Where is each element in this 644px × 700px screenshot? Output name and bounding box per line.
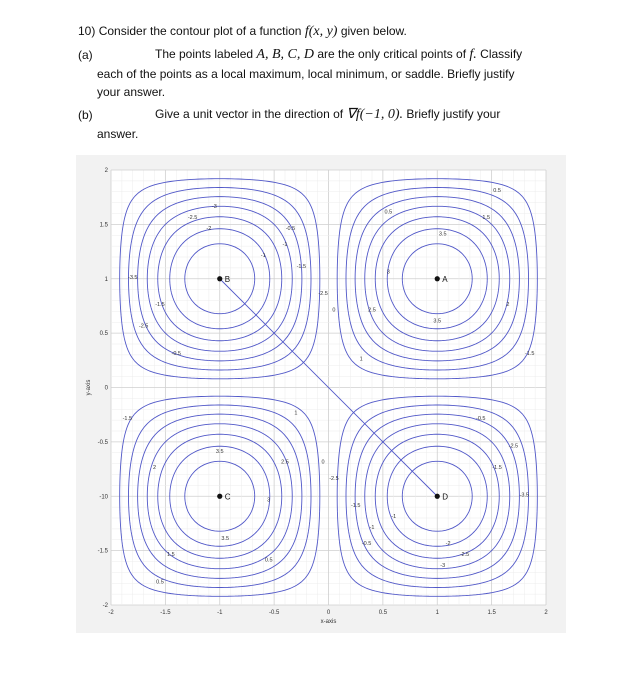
- contour-label: -2.5: [187, 214, 198, 221]
- x-tick-label: 0.5: [378, 610, 388, 616]
- contour-label: -1.5: [122, 416, 133, 423]
- contour-label: -2.5: [508, 443, 519, 450]
- contour-label: 3.5: [438, 231, 447, 238]
- contour-label: 3.5: [221, 535, 230, 542]
- contour-label: -3.5: [128, 274, 138, 281]
- contour-label: 1: [294, 410, 298, 417]
- contour-label: 1.5: [166, 552, 175, 559]
- part-a-label: (a): [78, 48, 93, 62]
- x-axis-title: x-axis: [320, 619, 337, 625]
- question-intro: Consider the contour plot of a function: [98, 24, 302, 38]
- part-b-line-2: answer.: [97, 127, 139, 141]
- contour-plot-panel: [76, 155, 566, 633]
- contour-label: 3.5: [433, 318, 442, 325]
- contour-label: -1.5: [350, 503, 361, 510]
- part-a-function: f.: [469, 47, 477, 62]
- question-number: 10): [78, 24, 96, 38]
- contour-label: 3.5: [215, 448, 224, 455]
- x-tick-label: 1: [435, 610, 439, 616]
- contour-label: -3: [440, 562, 446, 569]
- contour-label: -1.5: [296, 263, 307, 270]
- y-tick-label: 1.5: [99, 222, 108, 229]
- critical-point-B: [217, 276, 222, 281]
- part-a-points: A, B, C, D: [256, 47, 314, 62]
- question-function: f(x, y): [304, 24, 338, 39]
- contour-label: -2: [206, 225, 212, 232]
- contour-label: 3: [267, 497, 271, 504]
- contour-label: 0.5: [264, 557, 273, 564]
- x-tick-label: 1.5: [487, 610, 496, 616]
- part-b-text-1: Give a unit vector in the direction of: [155, 107, 344, 121]
- contour-label: 2: [152, 465, 157, 472]
- y-tick-label: -1.5: [97, 548, 108, 555]
- part-a-line-3: your answer.: [97, 85, 166, 99]
- part-a-line-1: [155, 45, 522, 64]
- contour-label: 3: [386, 269, 390, 276]
- contour-label: 1: [359, 356, 363, 363]
- critical-point-C: [217, 494, 222, 499]
- part-a-text-2: are the only critical points of: [317, 47, 467, 61]
- x-tick-label: -0.5: [268, 610, 280, 616]
- contour-label: -0.5: [476, 416, 486, 423]
- contour-label: 2.5: [281, 459, 289, 466]
- x-tick-label: -2: [108, 610, 114, 616]
- critical-point-D: [435, 494, 440, 499]
- x-tick-label: 0: [326, 610, 331, 616]
- contour-plot: [76, 155, 566, 633]
- question-line: [78, 23, 407, 40]
- contour-label: -3: [211, 204, 217, 211]
- contour-label: 0: [321, 459, 325, 466]
- critical-point-label-D: D: [442, 492, 449, 502]
- contour-label: -3.5: [519, 492, 529, 499]
- x-tick-label: 2: [544, 610, 548, 616]
- question-intro-end: given below.: [340, 24, 407, 38]
- contour-label: 0.5: [156, 579, 164, 586]
- contour-label: -1: [282, 242, 288, 249]
- y-tick-label: -0.5: [97, 439, 108, 446]
- y-tick-label: 0.5: [99, 331, 108, 338]
- contour-label: -2.5: [459, 552, 470, 559]
- contour-label: -0.5: [171, 350, 181, 357]
- part-a-text-3: Classify: [480, 47, 523, 61]
- contour-label: -0.5: [361, 541, 372, 548]
- x-tick-label: -1.5: [160, 610, 171, 616]
- y-tick-label: 0: [104, 385, 108, 392]
- y-tick-label: 2: [104, 168, 108, 174]
- contour-label: -1.5: [524, 350, 535, 357]
- part-b-label: (b): [78, 108, 93, 122]
- contour-label: 0.5: [493, 187, 501, 194]
- contour-label: -1: [369, 524, 375, 531]
- contour-label: -1: [391, 514, 397, 520]
- critical-point-A: [435, 276, 440, 281]
- contour-label: 0.5: [384, 209, 393, 216]
- y-axis-title: y-axis: [86, 379, 92, 396]
- part-b-gradient: ∇f(−1, 0).: [346, 107, 403, 122]
- x-tick-label: -1: [217, 610, 223, 616]
- contour-label: 1.5: [482, 214, 491, 221]
- contour-label: -1: [260, 253, 266, 259]
- contour-label: -2.5: [318, 291, 328, 298]
- contour-label: 2.5: [368, 307, 376, 314]
- contour-label: 2: [506, 301, 510, 308]
- critical-point-label-B: B: [224, 274, 231, 284]
- contour-label: -1.5: [492, 465, 502, 472]
- y-tick-label: -2: [102, 603, 108, 609]
- part-a-text-1: The points labeled: [155, 47, 254, 61]
- contour-label: -2: [445, 541, 451, 548]
- y-tick-label: -10: [99, 494, 108, 501]
- critical-point-label-A: A: [442, 274, 448, 284]
- contour-label: 0: [332, 307, 336, 314]
- contour-label: -2.5: [138, 323, 149, 330]
- critical-point-label-C: C: [224, 492, 231, 502]
- contour-label: -1.5: [155, 301, 165, 308]
- part-a-line-2: each of the points as a local maximum, local minimum, or saddle. Briefly justify: [97, 67, 515, 81]
- contour-label: -2.5: [329, 475, 339, 482]
- contour-label: -0.5: [285, 225, 296, 232]
- y-tick-label: 1: [104, 276, 108, 283]
- part-b-text-2: Briefly justify your: [406, 107, 501, 121]
- part-b-line-1: [155, 105, 500, 124]
